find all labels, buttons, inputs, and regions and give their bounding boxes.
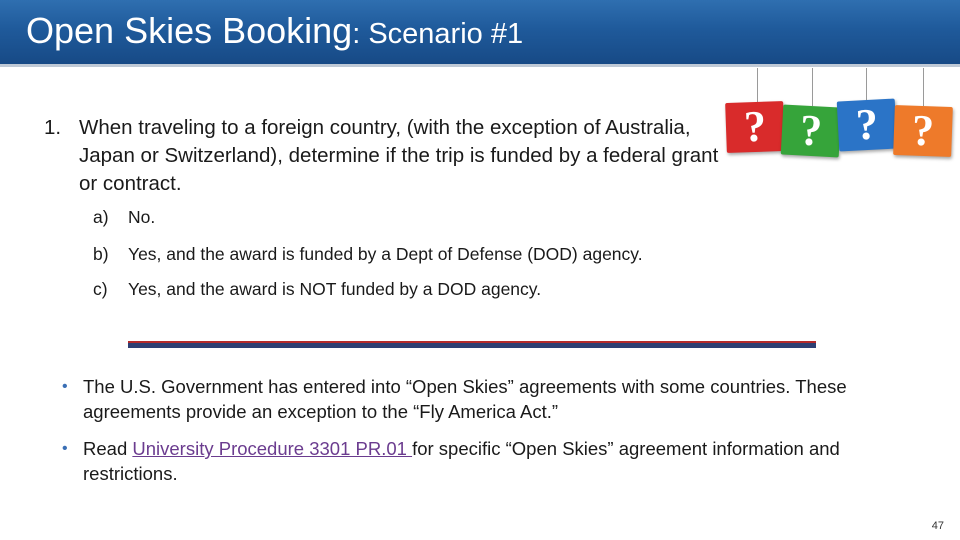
question-mark-icon: ? (798, 105, 824, 156)
question-mark-icon: ? (854, 99, 880, 150)
bullet-icon: • (62, 440, 68, 457)
bullet-text-suffix: for specific “Open Skies” agreement information and restrictions. (83, 438, 840, 484)
question-mark-icon: ? (743, 101, 767, 152)
page-number: 47 (931, 520, 944, 532)
question-mark-tags (720, 68, 960, 158)
option-letter: a) (93, 207, 109, 227)
tag-string (812, 68, 813, 106)
bullet-text-prefix: Read (83, 438, 133, 459)
bullet-icon: • (62, 378, 68, 395)
bullet-item (62, 374, 902, 424)
question-mark-tag-green (781, 105, 842, 158)
option-letter: b) (93, 244, 109, 264)
question-block (44, 114, 734, 198)
question-mark-tag-red (725, 101, 785, 153)
question-mark-tag-orange (893, 105, 953, 157)
title-bar (0, 0, 960, 67)
bullet-text: The U.S. Government has entered into “Open Skies” agreements with some countries. These agreements provide an exception to the “Fly America Act.” (83, 376, 847, 422)
option-b (93, 244, 643, 265)
bullet-item (62, 436, 902, 486)
option-text: No. (128, 207, 156, 227)
option-a (93, 207, 155, 228)
question-mark-icon: ? (911, 105, 935, 156)
section-divider (128, 341, 816, 348)
slide-title-main: Open Skies Booking (26, 10, 353, 51)
slide-title (26, 10, 523, 52)
option-c (93, 279, 541, 300)
tag-string (923, 68, 924, 106)
tag-string (757, 68, 758, 102)
question-number: 1. (44, 116, 62, 139)
question-mark-tag-blue (837, 99, 898, 152)
question-text: When traveling to a foreign country, (with the exception of Australia, Japan or Switzerland), determine if the trip is funded by a federal grant or contract. (79, 116, 719, 195)
option-text: Yes, and the award is NOT funded by a DOD agency. (128, 279, 542, 299)
procedure-link[interactable]: University Procedure 3301 PR.01 (132, 438, 413, 459)
bullet-text (83, 436, 902, 486)
option-text: Yes, and the award is funded by a Dept of Defense (DOD) agency. (128, 244, 643, 264)
slide-title-sub: : Scenario #1 (352, 18, 524, 50)
tag-string (866, 68, 867, 100)
option-letter: c) (93, 279, 108, 299)
